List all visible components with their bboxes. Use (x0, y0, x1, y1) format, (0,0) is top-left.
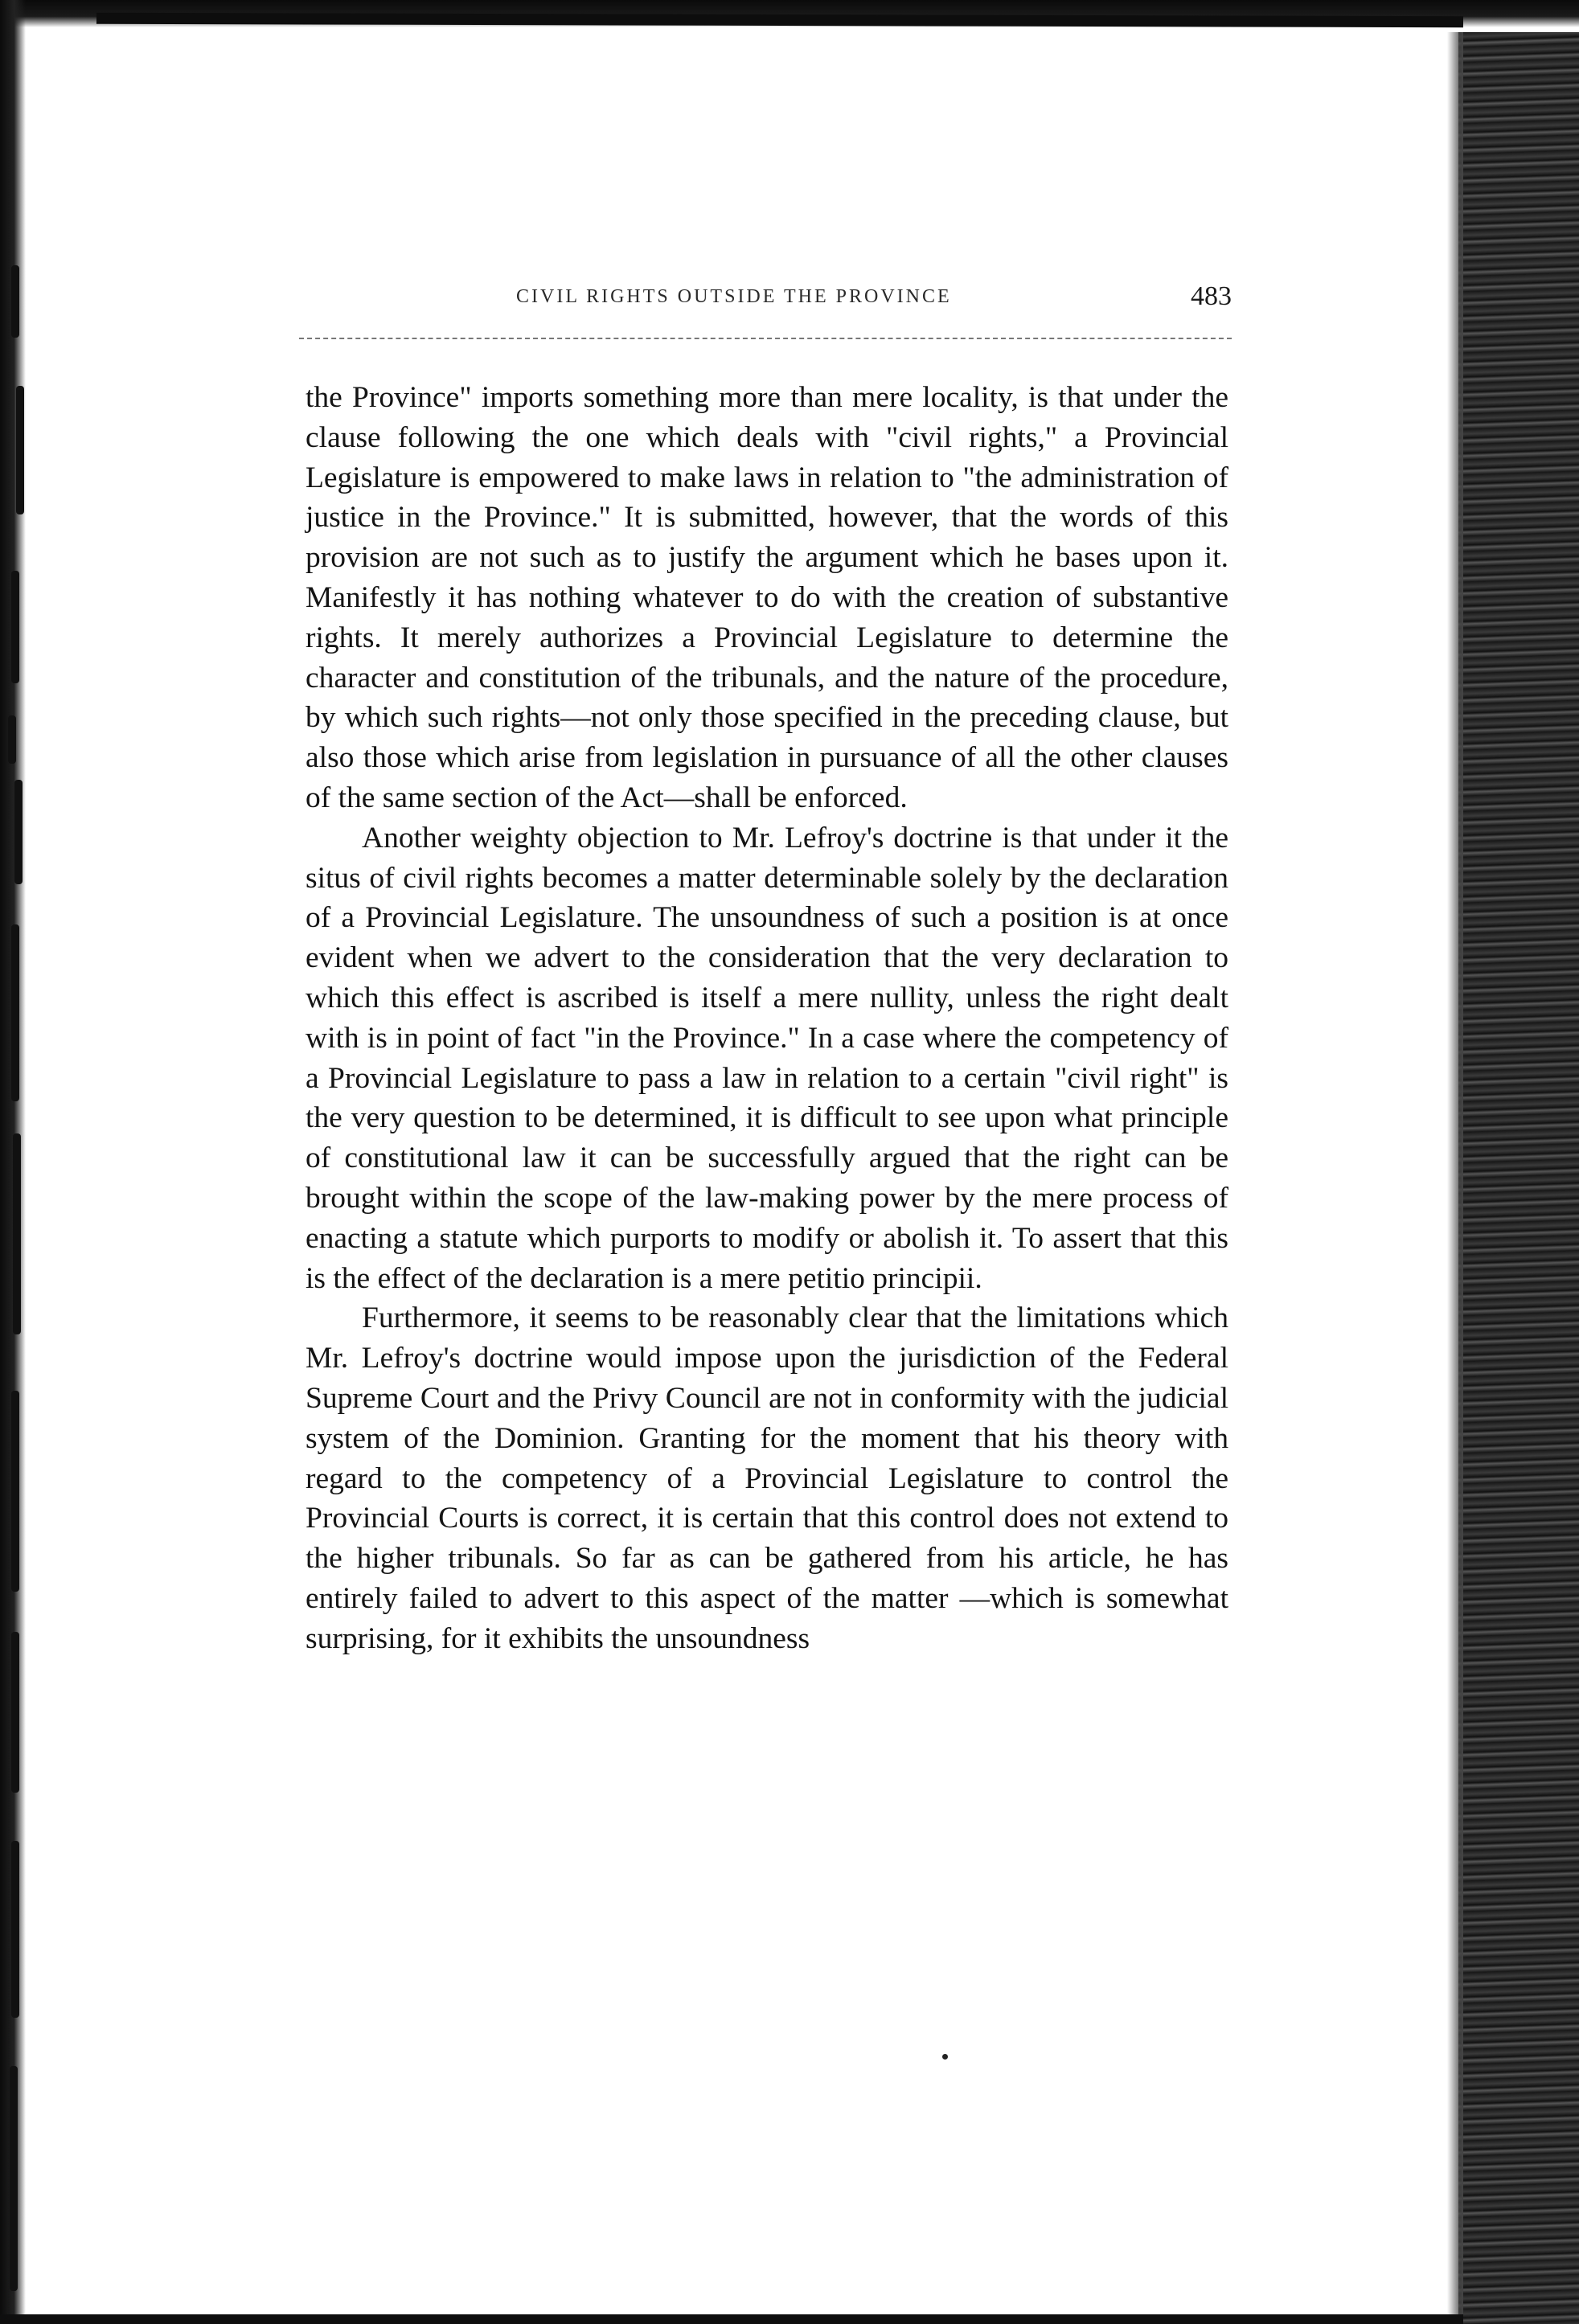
paragraph-1: the Province" imports something more than mere locality, is that under the clause following the one which deals with "civil rights," a Provincial Legislature is empowered to make laws in relation to "the administration of justice in the Province." It is submitted, however, that the words of this provision are not such as to justify the argument which he bases upon it. Manifestly it has nothing whatever to do with the creation of substantive rights. It merely authorizes a Provincial Legislature to determine the character and constitution of the tribunals, and the nature of the procedure, by which such rights—not only those specified in the preceding clause, but also those which arise from legislation in pursuance of all the other clauses of the same section of the Act—shall be enforced. (306, 381, 1228, 814)
body-text (306, 378, 1228, 1659)
stray-mark (942, 2054, 948, 2060)
scan-bottom-edge (0, 2314, 1463, 2324)
scan-left-marks (5, 265, 53, 2291)
scan-right-edge (1458, 32, 1579, 2324)
running-title: CIVIL RIGHTS OUTSIDE THE PROVINCE (516, 286, 952, 307)
paragraph-3: Furthermore, it seems to be reasonably clear that the limitations which Mr. Lefroy's doctrine would impose upon the jurisdiction of the Federal Supreme Court and the Privy Council are not in conformity with the judicial system of the Dominion. Granting for the moment that his theory with regard to the competency of a Provincial Legislature to control the Provincial Courts is correct, it is certain that this control does not extend to the higher tribunals. So far as can be gathered from his article, he has entirely failed to advert to this aspect of the matter —which is somewhat surprising, for it exhibits the unsoundness (306, 1301, 1228, 1655)
page-number: 483 (1191, 281, 1232, 311)
paragraph-2: Another weighty objection to Mr. Lefroy's doctrine is that under it the situs of civil rights becomes a matter determinable solely by the declaration of a Provincial Legislature. The unsoundness of such a position is at once evident when we advert to the consideration that the very declaration to which this effect is ascribed is itself a mere nullity, unless the right dealt with is in point of fact "in the Province." In a case where the competency of a Provincial Legislature to pass a law in relation to a certain "civil right" is the very question to be determined, it is difficult to see upon what principle of constitutional law it can be successfully argued that the right can be brought within the scope of the law-making power by the mere process of enacting a statute which purports to modify or abolish it. To assert that this is the effect of the declaration is a mere petitio principii. (306, 821, 1228, 1295)
running-head (299, 281, 1232, 314)
header-rule (299, 338, 1232, 339)
